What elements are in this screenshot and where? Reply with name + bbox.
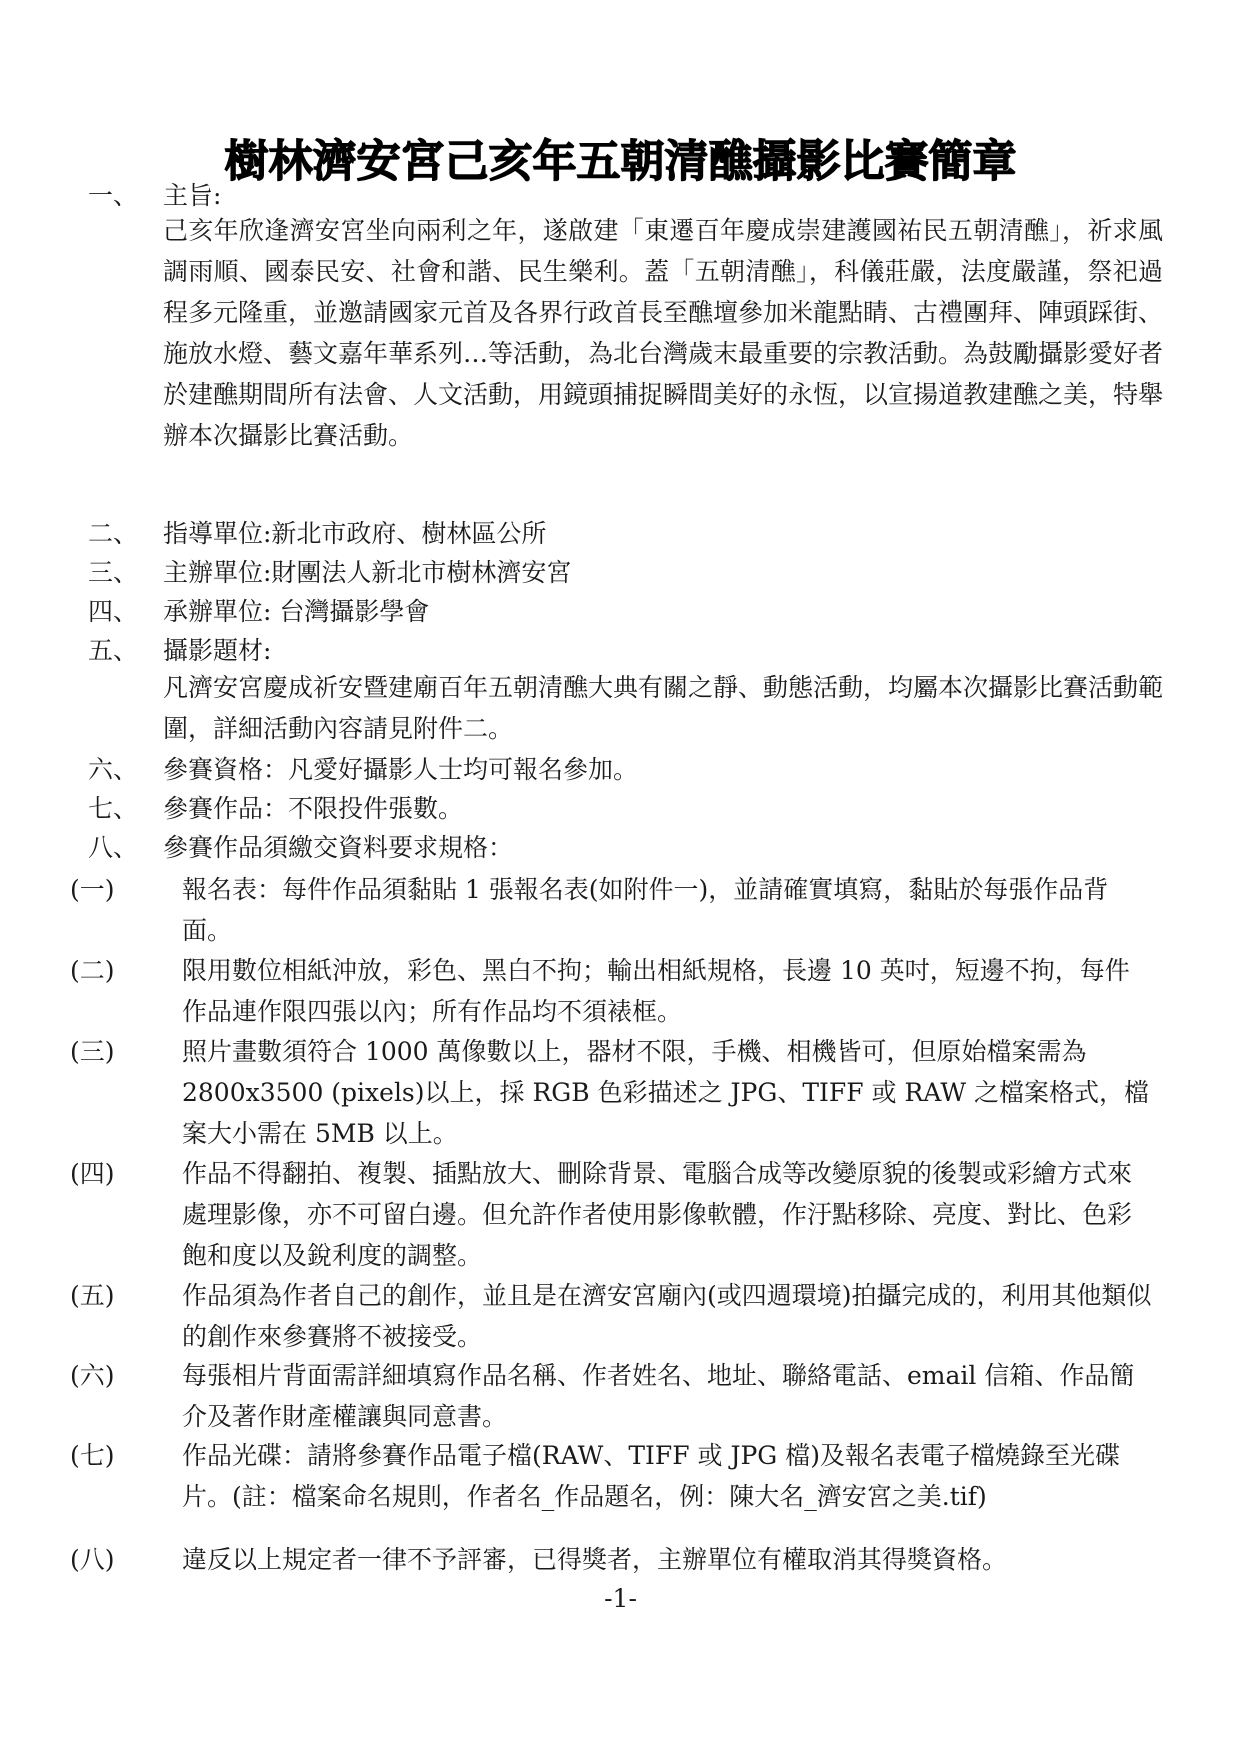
section-label: 參賽作品須繳交資料要求規格： <box>163 833 514 862</box>
subitem-number: (七) <box>70 1441 115 1470</box>
subitem-number: (八) <box>70 1545 115 1574</box>
subitem-number: (一) <box>70 875 115 904</box>
subitem-number: (四) <box>70 1159 115 1188</box>
subitem-number: (五) <box>70 1281 115 1310</box>
section-number: 二、 <box>88 519 139 548</box>
document-title: 樹林濟安宮己亥年五朝清醮攝影比賽簡章 <box>224 136 1017 187</box>
subitem-number: (六) <box>70 1361 115 1390</box>
section-label: 指導單位:新北市政府、樹林區公所 <box>163 519 547 548</box>
section-number: 一、 <box>88 181 139 210</box>
section-label: 攝影題材: <box>163 636 272 665</box>
section-1-body: 己亥年欣逢濟安宮坐向兩利之年，遂啟建「東遷百年慶成崇建護國祐民五朝清醮」，祈求風調雨順、國泰民安、社會和諧、民生樂利。蓋「五朝清醮」，科儀莊嚴，法度嚴謹，祭祀過程多元隆重，並邀請國家元首及各界行政首長至醮壇參加米龍點睛、古禮團拜、陣頭踩街、施放水燈、藝文嘉年華系列…等活動，為北台灣歲末最重要的宗教活動。為鼓勵攝影愛好者於建醮期間所有法會、人文活動，用鏡頭捕捉瞬間美好的永恆，以宣揚道教建醮之美，特舉辦本次攝影比賽活動。 <box>163 216 1164 450</box>
section-label: 承辦單位: 台灣攝影學會 <box>163 597 430 626</box>
subitem-number: (二) <box>70 956 115 985</box>
section-label: 主旨: <box>163 181 222 210</box>
subitem-text: 作品光碟：請將參賽作品電子檔(RAW、TIFF 或 JPG 檔)及報名表電子檔燒錄至光碟片。(註：檔案命名規則，作者名_作品題名，例：陳大名_濟安宮之美.tif) <box>182 1441 1120 1511</box>
subitem-text: 每張相片背面需詳細填寫作品名稱、作者姓名、地址、聯絡電話、email 信箱、作品簡介及著作財產權讓與同意書。 <box>182 1361 1135 1431</box>
section-label: 參賽資格：凡愛好攝影人士均可報名參加。 <box>163 755 639 784</box>
section-label: 參賽作品：不限投件張數。 <box>163 794 464 823</box>
page-number: -1- <box>604 1584 637 1613</box>
section-number: 四、 <box>88 597 139 626</box>
subitem-text: 違反以上規定者一律不予評審，已得獎者，主辦單位有權取消其得獎資格。 <box>182 1545 1008 1574</box>
section-number: 七、 <box>88 794 139 823</box>
subitem-text: 限用數位相紙沖放，彩色、黑白不拘；輸出相紙規格，長邊 10 英吋，短邊不拘，每件作品連作限四張以內；所有作品均不須裱框。 <box>182 956 1130 1026</box>
subitem-text: 照片畫數須符合 1000 萬像數以上，器材不限，手機、相機皆可，但原始檔案需為 2800x3500 (pixels)以上，採 RGB 色彩描述之 JPG、TIFF 或 RAW 之檔案格式，檔案大小需在 5MB 以上。 <box>182 1037 1149 1148</box>
section-number: 六、 <box>88 755 139 784</box>
section-number: 五、 <box>88 636 139 665</box>
subitem-text: 報名表：每件作品須黏貼 1 張報名表(如附件一)，並請確實填寫，黏貼於每張作品背面。 <box>182 875 1109 945</box>
subitem-text: 作品須為作者自己的創作，並且是在濟安宮廟內(或四週環境)拍攝完成的，利用其他類似的創作來參賽將不被接受。 <box>182 1281 1152 1351</box>
section-5-body: 凡濟安宮慶成祈安暨建廟百年五朝清醮大典有關之靜、動態活動，均屬本次攝影比賽活動範圍，詳細活動內容請見附件二。 <box>163 673 1164 743</box>
section-number: 八、 <box>88 833 139 862</box>
subitem-number: (三) <box>70 1037 115 1066</box>
section-label: 主辦單位:財團法人新北市樹林濟安宮 <box>163 558 572 587</box>
subitem-text: 作品不得翻拍、複製、插點放大、刪除背景、電腦合成等改變原貌的後製或彩繪方式來處理影像，亦不可留白邊。但允許作者使用影像軟體，作汙點移除、亮度、對比、色彩飽和度以及銳利度的調整。 <box>182 1159 1133 1270</box>
section-number: 三、 <box>88 558 139 587</box>
